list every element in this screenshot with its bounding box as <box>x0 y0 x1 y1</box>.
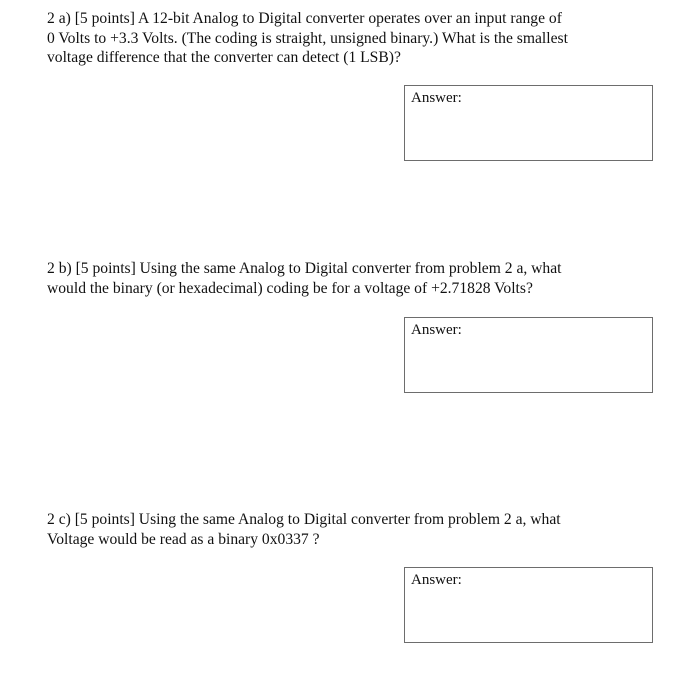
question-2b-line-1: 2 b) [5 points] Using the same Analog to Digital converter from problem 2 a, what <box>47 260 562 277</box>
question-2a-line-3: voltage difference that the converter can detect (1 LSB)? <box>47 49 401 66</box>
question-2b <box>47 259 647 298</box>
answer-label-2a: Answer: <box>411 90 462 106</box>
question-2b-line-2: would the binary (or hexadecimal) coding be for a voltage of +2.71828 Volts? <box>47 279 533 297</box>
answer-box-2a[interactable] <box>404 85 653 161</box>
answer-box-2b[interactable] <box>404 317 653 393</box>
question-2a-line-2: 0 Volts to +3.3 Volts. (The coding is straight, unsigned binary.) What is the smallest <box>47 29 568 47</box>
answer-box-2c[interactable] <box>404 567 653 643</box>
question-2c-line-2: Voltage would be read as a binary 0x0337 ? <box>47 530 320 548</box>
question-2c <box>47 510 647 549</box>
question-2a <box>47 9 647 68</box>
answer-label-2c: Answer: <box>411 572 462 588</box>
answer-label-2b: Answer: <box>411 322 462 338</box>
question-2c-line-1: 2 c) [5 points] Using the same Analog to Digital converter from problem 2 a, what <box>47 511 561 528</box>
question-2a-line-1: 2 a) [5 points] A 12-bit Analog to Digital converter operates over an input range of <box>47 10 562 27</box>
